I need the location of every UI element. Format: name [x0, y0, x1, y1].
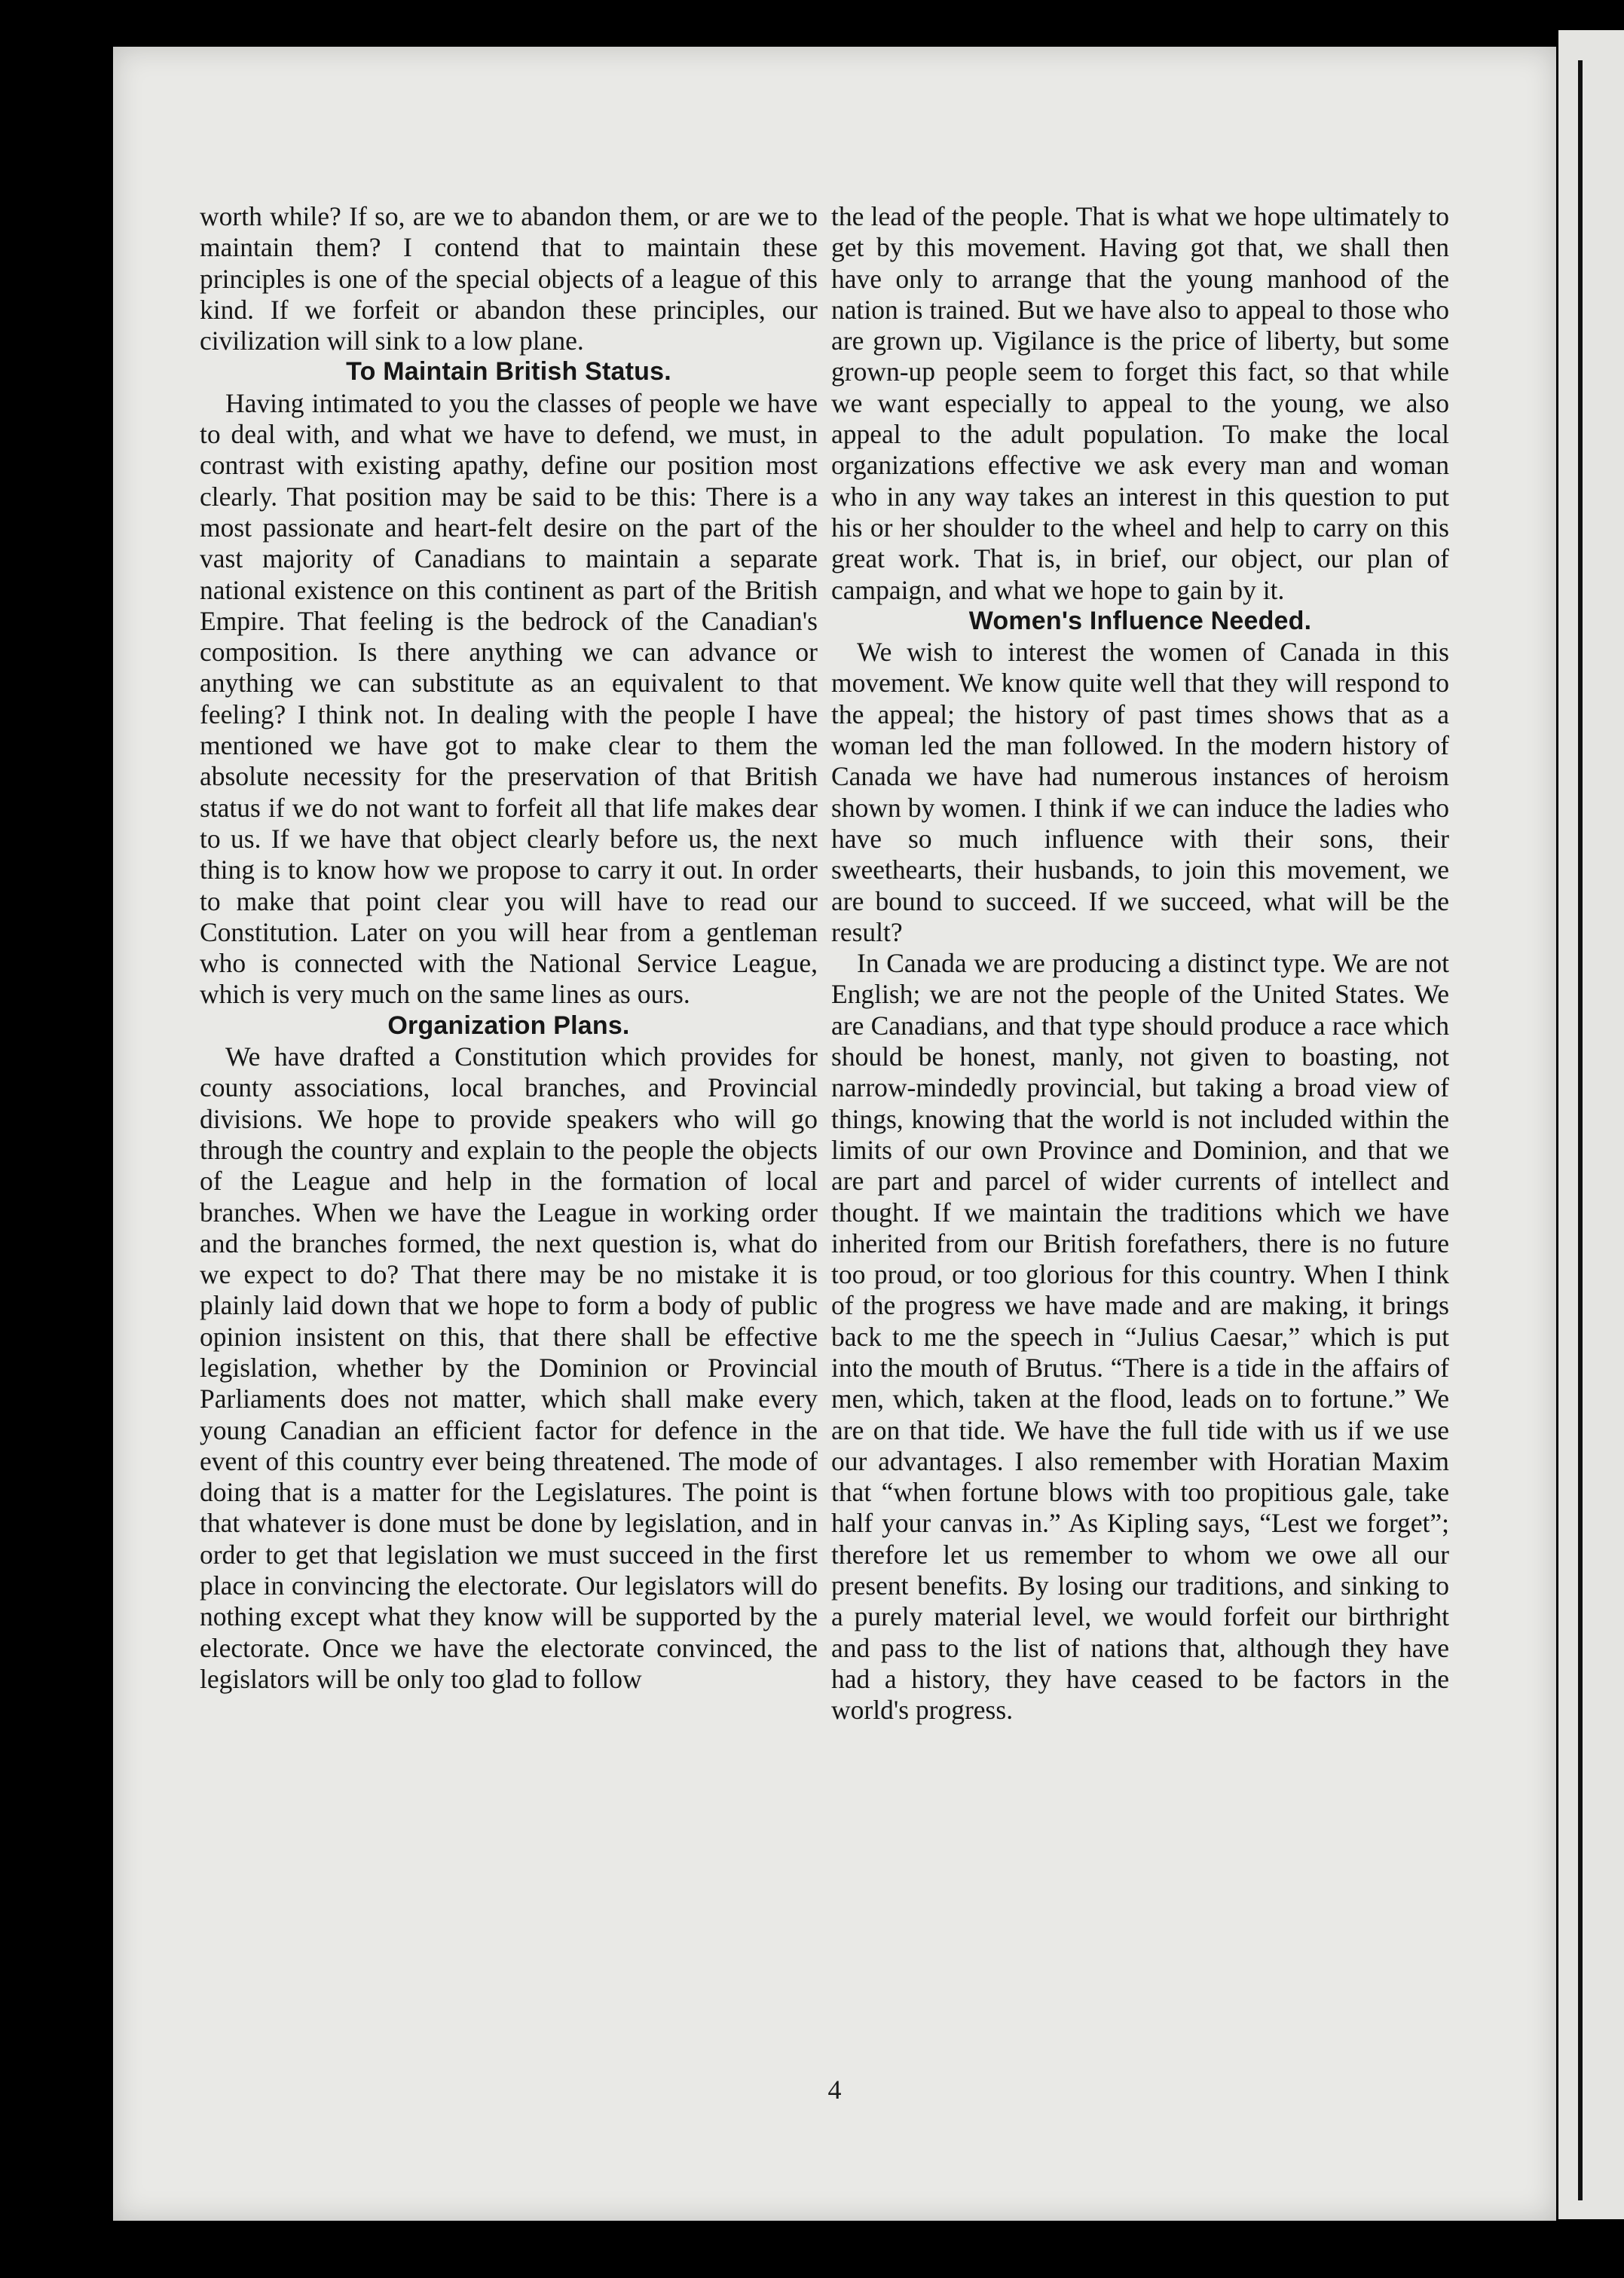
paragraph: We have drafted a Constitution which provides for county associations, local branches, and Provincial divisions. We hope to provide speakers who will go through the country and explain to the people the objects of the League and help in the formation of local branches. When we have the League in working order and the branches formed, the next question is, what do we expect to do? That there may be no mistake it is plainly laid down that we hope to form a body of public opinion insistent on this, that there shall be effective legislation, whether by the Dominion or Provincial Parliaments does not matter, which shall make every young Canadian an efficient factor for defence in the event of this country ever being threatened. The mode of doing that is a matter for the Legislatures. The point is that whatever is done must be done by legislation, and in order to get that legislation we must succeed in the first place in convincing the electorate. Our legislators will do nothing except what they know will be supported by the electorate. Once we have the electorate convinced, the legislators will be only too glad to follow [200, 1041, 818, 1694]
section-heading: To Maintain British Status. [346, 357, 671, 387]
paragraph: worth while? If so, are we to abandon them, or are we to maintain them? I contend that to maintain these principles is one of the special objects of a league of this kind. If we forfeit or abandon these principles, our civilization will sink to a low plane. [200, 201, 818, 356]
paragraph: the lead of the people. That is what we hope ultimately to get by this movement. Having got that, we shall then have only to arrange that the young manhood of the nation is trained. But we have also to appeal to those who are grown up. Vigilance is the price of liberty, but some grown-up people seem to forget this fact, so that while we want especially to appeal to the young, we also appeal to the adult population. To make the local organizations effective we ask every man and woman who in any way takes an interest in this question to put his or her shoulder to the wheel and help to carry on this great work. That is, in brief, our object, our plan of campaign, and what we hope to gain by it. [831, 201, 1449, 605]
left-column [200, 201, 818, 1695]
paragraph: We wish to interest the women of Canada in this movement. We know quite well that they will respond to the appeal; the history of past times shows that as a woman led the man followed. In the modern history of Canada we have had numerous instances of heroism shown by women. I think if we can induce the ladies who have so much influence with their sons, their sweethearts, their husbands, to join this movement, we are bound to succeed. If we succeed, what will be the result? [831, 637, 1449, 947]
paragraph: Having intimated to you the classes of people we have to deal with, and what we have to defend, we must, in contrast with existing apathy, define our position most clearly. That position may be said to be this: There is a most passionate and heart-felt desire on the part of the vast majority of Canadians to maintain a separate national existence on this continent as part of the British Empire. That feeling is the bedrock of the Canadian's composition. Is there anything we can advance or anything we can substitute as an equivalent to that feeling? I think not. In dealing with the people I have mentioned we have got to make clear to them the absolute necessity for the preservation of that British status if we do not want to forfeit all that life makes dear to us. If we have that object clearly before us, the next thing is to know how we propose to carry it out. In order to make that point clear you will have to read our Constitution. Later on you will hear from a gentleman who is connected with the National Service League, which is very much on the same lines as ours. [200, 387, 818, 1010]
document-page [113, 47, 1556, 2221]
paragraph: In Canada we are producing a distinct type. We are not English; we are not the people of the United States. We are Canadians, and that type should produce a race which should be honest, manly, not given to boasting, not narrow-mindedly provincial, but taking a broad view of things, knowing that the world is not included within the limits of our own Province and Dominion, and that we are part and parcel of wider currents of intellect and thought. If we maintain the traditions which we have inherited from our British forefathers, there is no future too proud, or too glorious for this country. When I think of the progress we have made and are making, it brings back to me the speech in “Julius Caesar,” which is put into the mouth of Brutus. “There is a tide in the affairs of men, which, taken at the flood, leads on to fortune.” We are on that tide. We have the full tide with us if we use our advantages. I also remember with Horatian Maxim that “when fortune blows with too propitious gale, take half your canvas in.” As Kipling says, “Lest we forget”; therefore let us remember to whom we owe all our present benefits. By losing our traditions, and sinking to a purely material level, we would forfeit our birthright and pass to the list of nations that, although they have had a history, they have ceased to be factors in the world's progress. [831, 948, 1449, 1726]
page-number: 4 [827, 2075, 842, 2105]
right-column [831, 201, 1449, 1726]
section-heading: Organization Plans. [387, 1011, 630, 1040]
binding-line [1578, 60, 1583, 2200]
section-heading: Women's Influence Needed. [968, 606, 1312, 635]
adjacent-page-edge [1558, 30, 1624, 2219]
